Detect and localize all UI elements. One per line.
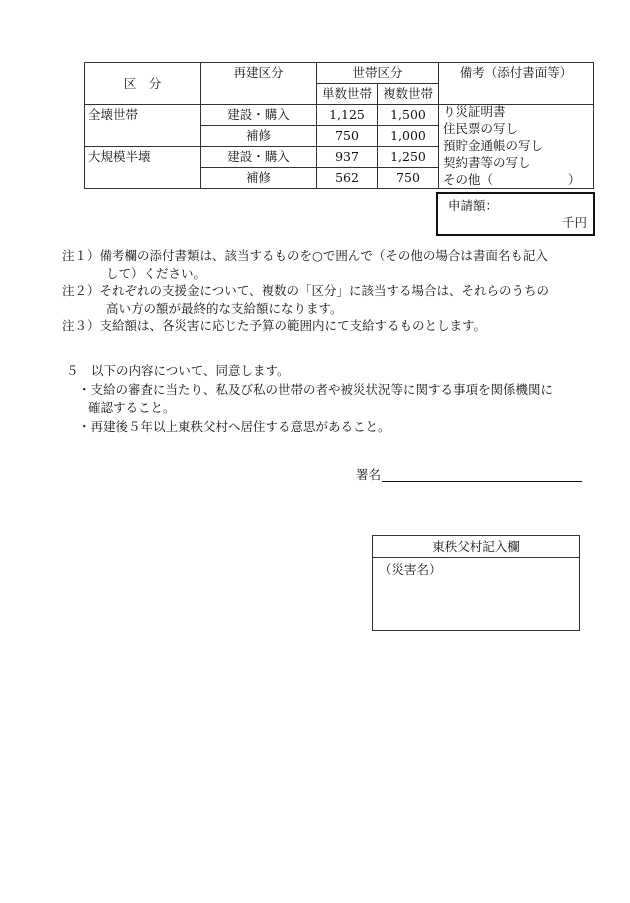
header-remarks: 備考（添付書面等）	[439, 63, 594, 84]
note-item	[62, 317, 549, 335]
row-category: 全壊世帯	[85, 105, 201, 126]
row-multiple-amount: 750	[378, 168, 439, 189]
row-multiple-amount: 1,000	[378, 126, 439, 147]
header-remarks-spacer	[439, 84, 594, 105]
row-multiple-amount: 1,250	[378, 147, 439, 168]
note-text: 備考欄の添付書類は、該当するものを○で囲んで（その他の場合は書面名も記入	[99, 248, 548, 263]
agreement-item: ・再建後５年以上東秩父村へ居住する意思があること。	[78, 418, 391, 434]
note-label: 注３）	[62, 318, 100, 333]
amount-label: 申請額：	[448, 198, 499, 213]
header-single-household: 単数世帯	[317, 84, 378, 105]
application-amount-box[interactable]	[436, 192, 595, 236]
signature-line[interactable]	[382, 481, 582, 482]
village-entry-box	[372, 535, 580, 631]
row-type: 建設・購入	[201, 147, 317, 168]
note-label: 注１）	[62, 248, 100, 263]
row-category	[85, 168, 201, 189]
row-category: 大規模半壊	[85, 147, 201, 168]
remarks-item[interactable]: 預貯金通帳の写し	[443, 138, 544, 153]
row-category	[85, 126, 201, 147]
agreement-item: ・支給の審査に当たり、私及び私の世帯の者や被災状況等に関する事項を関係機関に	[78, 381, 554, 397]
note-label: 注２）	[62, 283, 100, 298]
row-single-amount: 750	[317, 126, 378, 147]
note-text: 支給額は、各災害に応じた予算の範囲内にて支給するものとします。	[99, 318, 487, 333]
header-rebuild-type: 再建区分	[201, 63, 317, 84]
header-multiple-household: 複数世帯	[378, 84, 439, 105]
remarks-item[interactable]: その他（ ）	[443, 172, 581, 187]
agreement-section	[66, 362, 553, 436]
remarks-list	[443, 103, 581, 188]
note-text: それぞれの支援金について、複数の「区分」に該当する場合は、それらのうちの	[99, 283, 550, 298]
row-single-amount: 562	[317, 168, 378, 189]
header-category: 区 分	[85, 63, 201, 105]
header-household-type: 世帯区分	[317, 63, 439, 84]
note-item	[62, 247, 549, 265]
note-item	[62, 282, 549, 300]
row-single-amount: 937	[317, 147, 378, 168]
agreement-continuation: 確認すること。	[88, 400, 176, 415]
note-continuation: して）ください。	[106, 265, 207, 281]
row-single-amount: 1,125	[317, 105, 378, 126]
remarks-item[interactable]: 住民票の写し	[443, 121, 519, 136]
remarks-item[interactable]: 契約書等の写し	[443, 155, 531, 170]
header-rebuild-type-spacer	[201, 84, 317, 105]
row-type: 建設・購入	[201, 105, 317, 126]
remarks-item[interactable]: り災証明書	[443, 104, 506, 119]
row-type: 補修	[201, 126, 317, 147]
village-box-title: 東秩父村記入欄	[373, 536, 579, 558]
agreement-heading: ５ 以下の内容について、同意します。	[66, 363, 290, 378]
signature-label: 署名	[356, 467, 382, 482]
note-continuation: 高い方の額が最終的な支給額になります。	[106, 300, 343, 316]
row-multiple-amount: 1,500	[378, 105, 439, 126]
notes-section	[62, 247, 549, 335]
row-type: 補修	[201, 168, 317, 189]
disaster-name-field[interactable]: （災害名）	[379, 562, 442, 577]
amount-unit: 千円	[561, 215, 587, 230]
